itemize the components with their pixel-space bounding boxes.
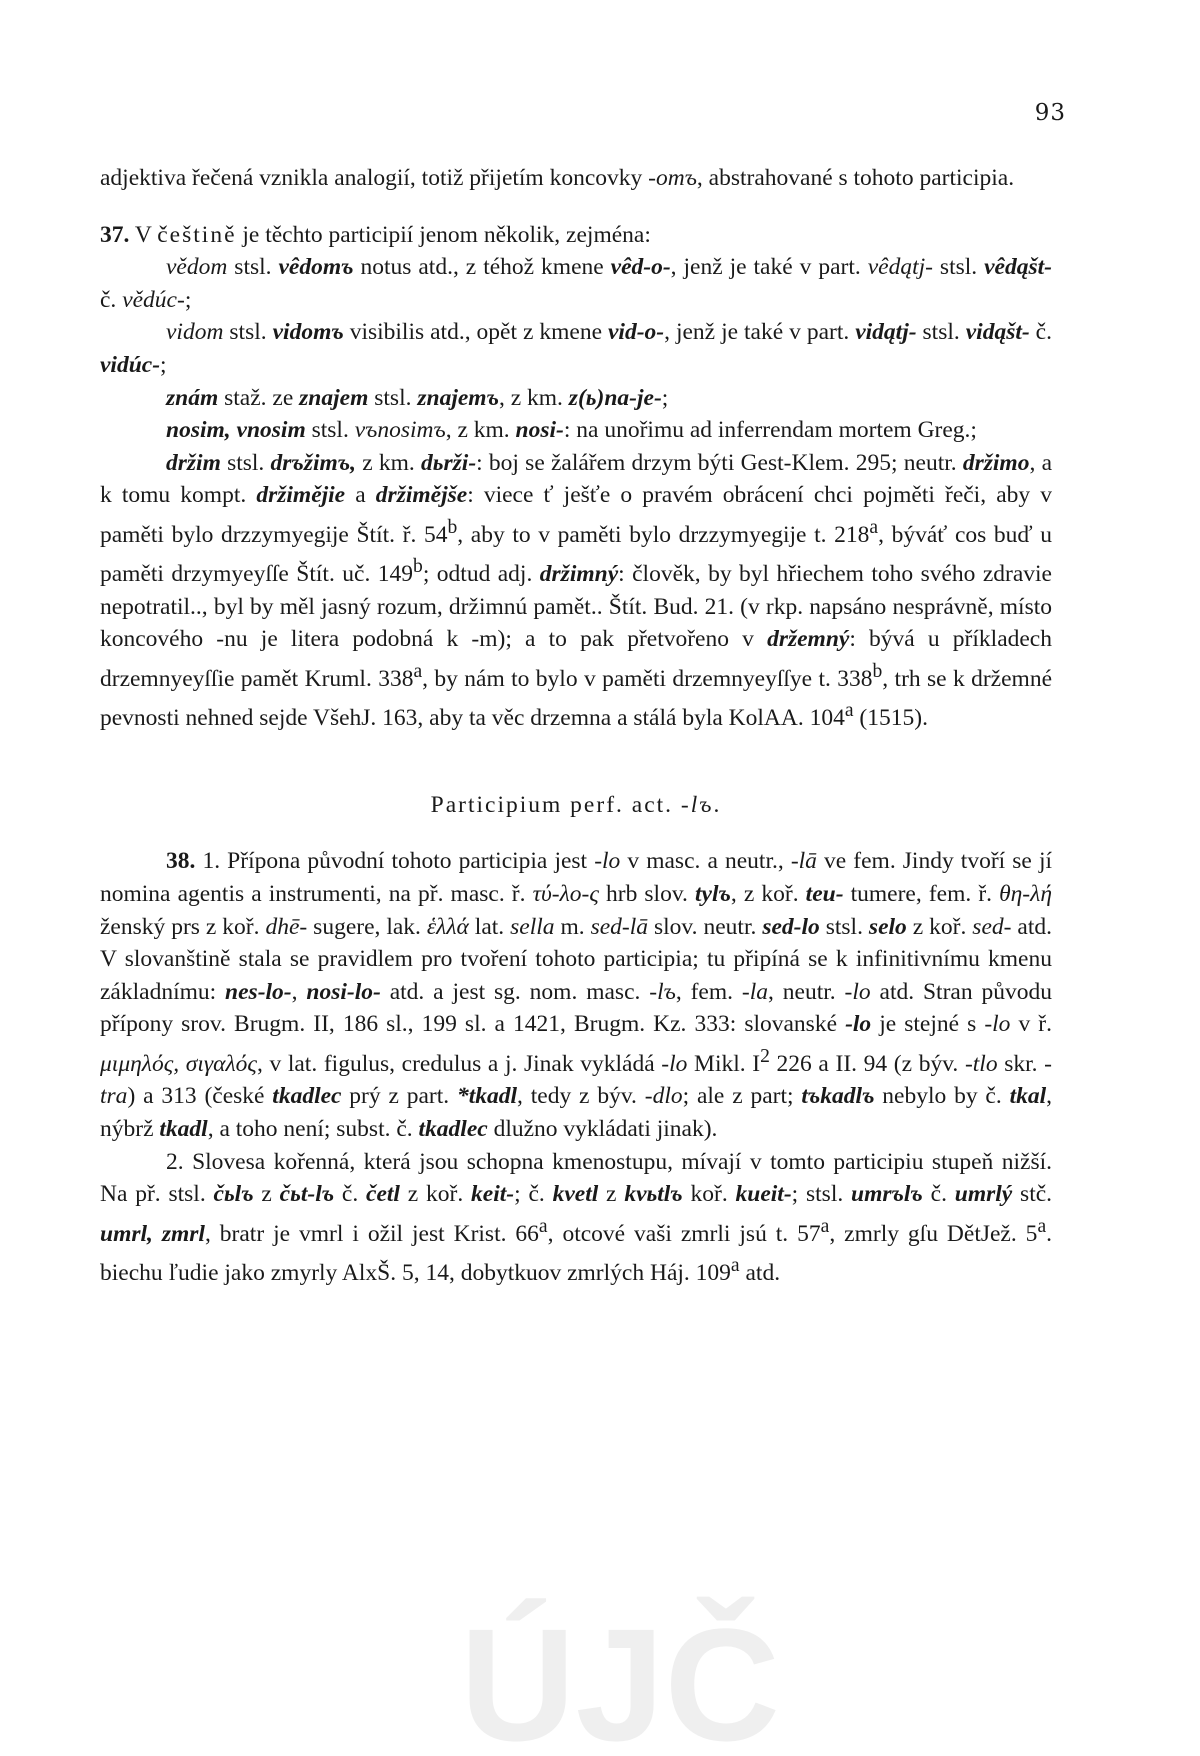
paragraph: 37. V češtině je těchto participií jenom několik, zejména:: [100, 221, 651, 248]
paragraph: vidom stsl. vidomъ visibilis atd., opět z kmene vid-o-, jenž je také v part. vidątj- stsl. vidąšt- č. vidúc-;: [100, 319, 1052, 378]
spacer: [100, 821, 1052, 845]
body-text: [100, 162, 1052, 1290]
paragraph: 2. Slovesa kořenná, která jsou schopna kmenostupu, mívají v tomto participiu stupeň nižší. Na př. stsl. čьlъ z čьt-lъ č. četl z koř. keit-; č. kvetl z kvьtlъ koř. kueit-; stsl. umrъlъ č. umrlý stč. umrl, zmrl, bratr je vmrl i ožil jest Krist. 66$^a$, otcové vaši zmrli jsú t. 57$^a$, zmrly gſu DětJež. 5$^a$. biechu ľudie jako zmyrly AlxŠ. 5, 14, dobytkuov zmrlých Háj. 109$^a$ atd.: [100, 1148, 1053, 1287]
paragraph: nosim, vnosim stsl. vъnosimъ, z km. nosi-: na unořimu ad inferrendam mortem Greg.;: [166, 417, 977, 444]
svg-text:ÚJČ: ÚJČ: [459, 1595, 781, 1756]
paragraph: znám staž. ze znajem stsl. znajemъ, z km. z(ь)na-je-;: [166, 384, 669, 411]
page-number: 93: [1034, 100, 1066, 126]
paragraph: držim stsl. drъžimъ, z km. dьrži-: boj se žalářem drzym býti Gest-Klem. 295; neutr. držimo, a k tomu kompt. držimějie a držimějše: viece ť ješťe o pravém obrácení chci pojměti řeči, aby v paměti bylo drzzymyegije Štít. ř. 54$^b$, aby to v paměti bylo drzzymyegije t. 218$^a$, býváť cos buď u paměti drzymyeyſſe Štít. uč. 149$^b$; odtud adj. držimný: člověk, by byl hřiechem toho svého zdravie nepotratil.., byl by měl jasný rozum, držimnú pamět.. Štít. Bud. 21. (v rkp. napsáno nesprávně, místo koncového -nu je litera podobná k -m); a to pak přetvořeno v držemný: bývá u příkladech drzemnyeyſſie pamět Kruml. 338$^a$, by nám to bylo v paměti drzemnyeyſſye t. 338$^b$, trh se k držemné pevnosti nehned sejde VšehJ. 163, aby ta věc drzemna a stálá byla KolAA. 104$^a$ (1515).: [100, 449, 1053, 732]
paragraph: 38. 1. Přípona původní tohoto participia jest -lo v masc. a neutr., -lā ve fem. Jindy tvoří se jí nomina agentis a instrumenti, na př. masc. ř. τύ-λο-ς hrb slov. tylъ, z koř. teu- tumere, fem. ř. θη-λή ženský prs z koř. dhē- sugere, lak. ἑλλά lat. sella m. sed-lā slov. neutr. sed-lo stsl. selo z koř. sed- atd. V slovanštině stala se pravidlem pro tvoření tohoto participia; tu připíná se k infinitivnímu kmenu základnímu: nes-lo-, nosi-lo- atd. a jest sg. nom. masc. -lъ, fem. -la, neutr. -lo atd. Stran původu přípony srov. Brugm. II, 186 sl., 199 sl. a 1421, Brugm. Kz. 333: slovanské -lo je stejné s -lo v ř. μιμηλός, σιγαλός, v lat. figulus, credulus a j. Jinak vykládá -lo Mikl. $I^2$ 226 a II. 94 (z býv. -tlo skr. -tra) a 313 (české tkadlec prý z part. *tkadl, tedy z býv. -dlo; ale z part; tъkadlъ nebylo by č. tkal, nýbrž tkadl, a toho není; subst. č. tkadlec dlužno vykládati jinak).: [100, 848, 1053, 1142]
paragraph: vědom stsl. vêdomъ notus atd., z téhož kmene vêd-o-, jenž je také v part. vêdątj- stsl. vêdąšt- č. vědúc-;: [100, 254, 1052, 313]
spacer: [100, 195, 1052, 219]
watermark-logo: [320, 1590, 920, 1756]
paragraph: adjektiva řečená vznikla analogií, totiž přijetím koncovky -omъ, abstrahované s tohoto participia.: [100, 165, 1015, 191]
section-heading: Participium perf. act. -lъ.: [430, 791, 722, 818]
spacer: [100, 735, 1052, 789]
